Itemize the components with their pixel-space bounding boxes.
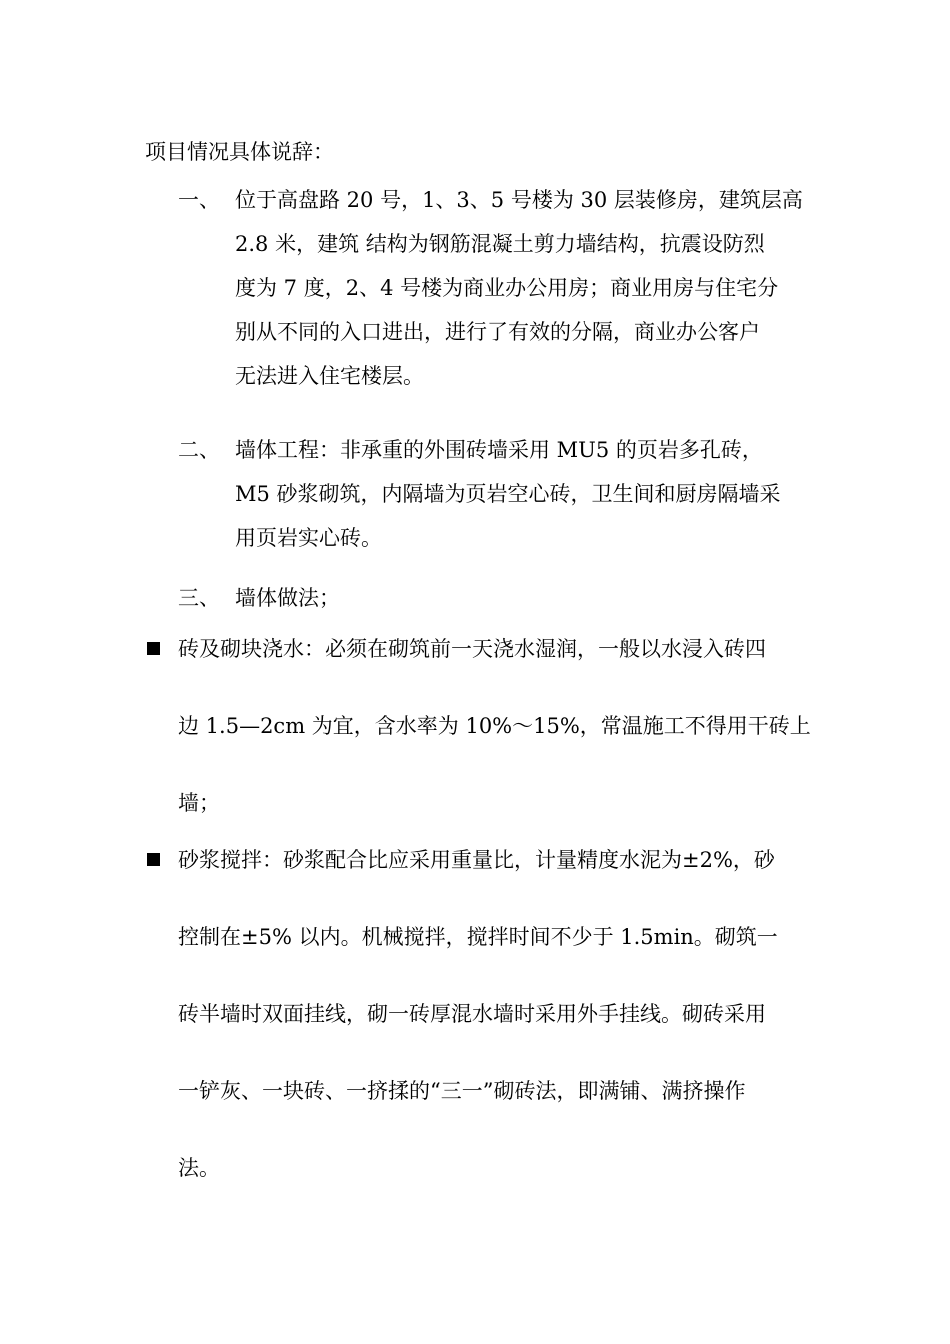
text-line: 砖及砌块浇水：必须在砌筑前一天浇水湿润，一般以水浸入砖四 (178, 637, 766, 661)
text-line: 度为 7 度，2、4 号楼为商业办公用房；商业用房与住宅分 (235, 276, 779, 300)
text-line: 一铲灰、一块砖、一挤揉的“三一”砌砖法，即满铺、满挤操作 (178, 1079, 746, 1103)
text-line: 位于高盘路 20 号，1、3、5 号楼为 30 层装修房，建筑层高 (235, 188, 803, 212)
text-line: 2.8 米，建筑 结构为钢筋混凝土剪力墙结构，抗震设防烈 (235, 232, 765, 256)
text-line: 法。 (178, 1156, 220, 1180)
item-body (235, 428, 808, 560)
text-line: 砂浆搅拌：砂浆配合比应采用重量比，计量精度水泥为±2%，砂 (178, 848, 775, 872)
text-line: 控制在±5% 以内。机械搅拌，搅拌时间不少于 1.5min。砌筑一 (178, 925, 778, 949)
item-number: 三、 (178, 586, 220, 610)
text-line: 墙体做法； (235, 586, 340, 610)
text-line: 用页岩实心砖。 (235, 526, 382, 550)
item-number: 一、 (178, 188, 220, 212)
text-line: 无法进入住宅楼层。 (235, 364, 424, 388)
item-number: 二、 (178, 438, 220, 462)
black-square-bullet-icon (147, 853, 160, 866)
item-body (235, 178, 808, 398)
item-body (235, 576, 808, 620)
text-line: 别从不同的入口进出，进行了有效的分隔，商业办公客户 (235, 320, 760, 344)
text-line: 砖半墙时双面挂线，砌一砖厚混水墙时采用外手挂线。砌砖采用 (178, 1002, 766, 1026)
text-line: 墙； (178, 791, 220, 815)
text-line: M5 砂浆砌筑，内隔墙为页岩空心砖，卫生间和厨房隔墙采 (235, 482, 781, 506)
text-line: 边 1.5—2cm 为宜，含水率为 10%～15%，常温施工不得用干砖上 (178, 714, 811, 738)
bullet-body (178, 843, 818, 1228)
black-square-bullet-icon (147, 642, 160, 655)
text-line: 墙体工程：非承重的外围砖墙采用 MU5 的页岩多孔砖， (235, 438, 763, 462)
bullet-body (178, 632, 818, 863)
document-heading: 项目情况具体说辞： (145, 140, 334, 164)
